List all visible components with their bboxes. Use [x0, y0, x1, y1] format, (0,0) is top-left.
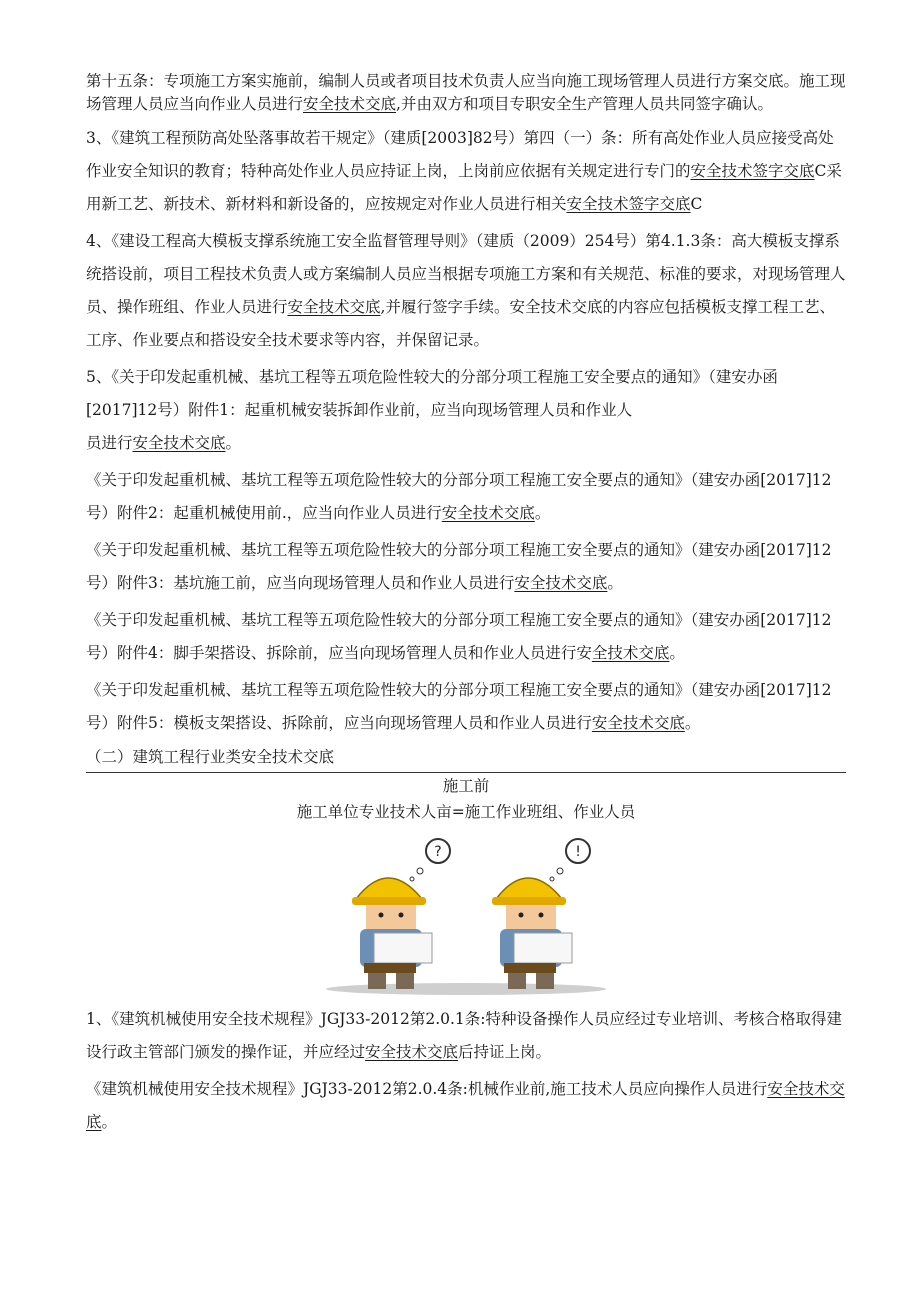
regulation-5-paragraph: 5、《关于印发起重机械、基坑工程等五项危险性较大的分部分项工程施工安全要点的通知》（建安办函[2017]12号）附件1：起重机械安装拆卸作业前，应当向现场管理人员和作业人 员进行安全技术交底。	[86, 368, 778, 452]
worker-right	[492, 839, 590, 989]
caption-briefing-flow: 施工单位专业技术人亩=施工作业班组、作业人员	[296, 803, 636, 821]
attachment-2-paragraph: 《关于印发起重机械、基坑工程等五项危险性较大的分部分项工程施工安全要点的通知》（建安办函[2017]12号）附件2：起重机械使用前.，应当向作业人员进行安全技术交底。	[86, 471, 832, 522]
regulation-4-paragraph: 4、《建设工程高大模板支撑系统施工安全监督管理导则》（建质（2009）254号）第4.1.3条：高大模板支撑系统搭设前，项目工程技术负责人或方案编制人员应当根据专项施工方案和有关规范、标准的要求，对现场管理人员、操作班组、作业人员进行安全技术交底,并履行签字手续。安全技术交底的内容应包括模板支撑工程工艺、工序、作业要点和搭设安全技术要求等内容，并保留记录。	[86, 232, 846, 349]
safety-briefing-term: 安全技术交底	[591, 714, 685, 732]
safety-briefing-term: 安全技术签字交底	[690, 162, 815, 180]
safety-briefing-term: 安全技术交底	[441, 504, 535, 522]
article-15-paragraph: 第十五条：专项施工方案实施前，编制人员或者项目技术负责人应当向施工现场管理人员进行方案交底。施工现场管理人员应当向作业人员进行安全技术交底,并由双方和项目专职安全生产管理人员共同签字确认。	[86, 72, 846, 113]
safety-briefing-term: 安全技术交底	[365, 1043, 459, 1061]
safety-briefing-term: 全技术交底	[591, 644, 670, 662]
safety-briefing-term: 安全技术交底	[132, 434, 226, 452]
safety-briefing-term: 安全技术交底	[303, 95, 397, 113]
regulation-3-paragraph: 3、《建筑工程预防高处坠落事故若干规定》（建质[2003]82号）第四（一）条：所有高处作业人员应接受高处作业安全知识的教育；特种高处作业人员应持证上岗，上岗前应依据有关规定进行专门的安全技术签字交底C采用新工艺、新技术、新材料和新设备的，应按规定对作业人员进行相关安全技术签字交底C	[86, 129, 842, 213]
workers-illustration	[86, 825, 846, 1003]
jgj-2-0-4-paragraph: 《建筑机械使用安全技术规程》JGJ33-2012第2.0.4条:机械作业前,施工技术人员应向操作人员进行安全技术交底。	[86, 1080, 845, 1131]
attachment-5-paragraph: 《关于印发起重机械、基坑工程等五项危险性较大的分部分项工程施工安全要点的通知》（建安办函[2017]12号）附件5：模板支架搭设、拆除前，应当向现场管理人员和作业人员进行安全技术交底。	[86, 681, 832, 732]
svg-text:!: !	[575, 844, 581, 860]
construction-workers-image	[316, 837, 616, 997]
svg-text:?: ?	[434, 844, 442, 860]
safety-briefing-term: 安全技术交底	[287, 298, 381, 316]
safety-briefing-term: 安全技术交底	[514, 574, 608, 592]
caption-before-construction: 施工前	[442, 777, 490, 795]
attachment-3-paragraph: 《关于印发起重机械、基坑工程等五项危险性较大的分部分项工程施工安全要点的通知》（建安办函[2017]12号）附件3：基坑施工前，应当向现场管理人员和作业人员进行安全技术交底。	[86, 541, 832, 592]
section-2-heading: （二）建筑工程行业类安全技术交底	[86, 748, 335, 766]
document-page	[86, 70, 846, 1139]
jgj-2-0-1-paragraph: 1、《建筑机械使用安全技术规程》JGJ33-2012第2.0.1条:特种设备操作人员应经过专业培训、考核合格取得建设行政主管部门颁发的操作证，并应经过安全技术交底后持证上岗。	[86, 1010, 842, 1061]
worker-left	[352, 839, 450, 989]
safety-briefing-term: 安全技术签字交底	[566, 195, 691, 213]
attachment-4-paragraph: 《关于印发起重机械、基坑工程等五项危险性较大的分部分项工程施工安全要点的通知》（建安办函[2017]12号）附件4：脚手架搭设、拆除前，应当向现场管理人员和作业人员进行安全技术交底。	[86, 611, 832, 662]
safety-briefing-term: 安全技术交底	[86, 1080, 845, 1131]
